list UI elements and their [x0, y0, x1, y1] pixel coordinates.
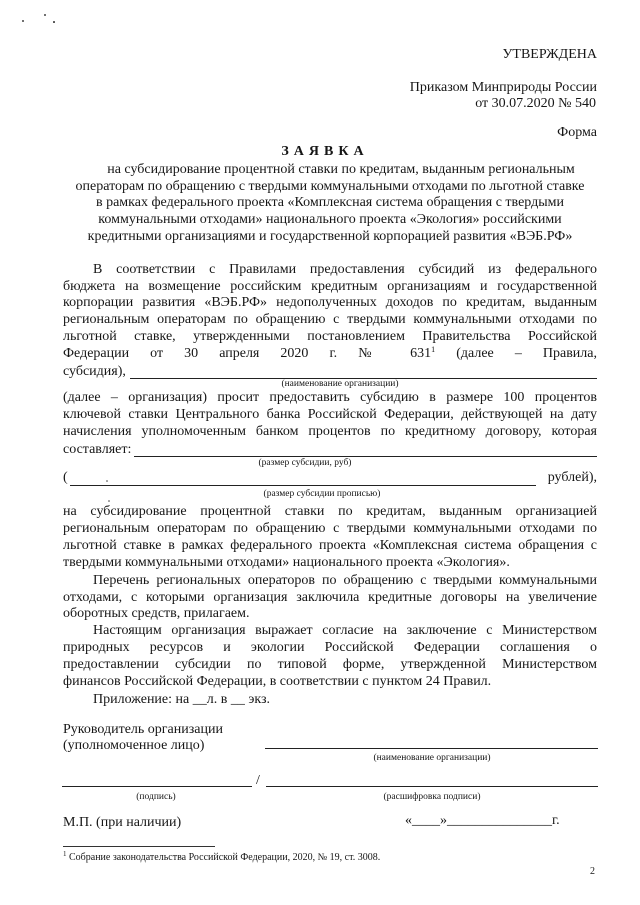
- date-field: «____»_______________г.: [405, 813, 560, 828]
- scan-speck: [53, 21, 55, 23]
- request-line-1: (далее – организация) просит предоставить субсидию в размере 100 процентов: [63, 390, 597, 405]
- amount-field: [134, 456, 597, 457]
- request-line-3: начисления уполномоченным банком процентов по кредитному договору, которая: [63, 424, 597, 439]
- page-number: 2: [590, 866, 595, 877]
- amount-caption: (размер субсидии, руб): [258, 458, 352, 468]
- amount-label: составляет:: [63, 442, 132, 457]
- head-subtitle: (уполномоченное лицо): [63, 738, 205, 753]
- amount-words-open-paren: (: [63, 470, 68, 485]
- signature-caption: (подпись): [136, 792, 176, 802]
- amount-words-caption: (размер субсидии прописью): [263, 489, 381, 499]
- amount-words-suffix: рублей),: [547, 470, 597, 485]
- purpose-line-2: региональным операторам по обращению с твердыми коммунальными отходами по: [63, 521, 597, 536]
- approval-order-date: от 30.07.2020 № 540: [475, 96, 596, 111]
- signature-org-caption: (наименование организации): [373, 753, 491, 763]
- scan-speck: [44, 14, 46, 16]
- signature-separator: /: [256, 773, 260, 788]
- list-line-1: Перечень региональных операторов по обращению с твердыми коммунальными: [93, 573, 597, 588]
- signature-decode-field: [266, 786, 598, 787]
- scan-speck: [106, 480, 108, 482]
- scan-speck: [22, 20, 24, 22]
- decree-line: [63, 345, 597, 362]
- footnote-separator: [63, 846, 215, 847]
- footnote-reference: 1: [431, 345, 436, 354]
- subtitle-line-2: операторам по обращению с твердыми коммунальными отходами по льготной ставке: [75, 179, 585, 194]
- signature-org-field: [265, 748, 598, 749]
- signature-field: [62, 786, 252, 787]
- intro-line-3: корпорации развития «ВЭБ.РФ» недополученных доходов по кредитам, выданным: [63, 295, 597, 310]
- intro-line-4: региональным операторам по обращению с твердыми коммунальными отходами по: [63, 312, 597, 327]
- footnote: [63, 851, 380, 864]
- approval-order: Приказом Минприроды России: [409, 80, 597, 95]
- list-line-2: отходами, с которыми организация заключила кредитные договоры на увеличение: [63, 590, 597, 605]
- stamp-label: М.П. (при наличии): [63, 815, 182, 830]
- scan-speck: [108, 500, 110, 502]
- decree-text-after: (далее – Правила,: [435, 346, 597, 361]
- decree-text: Федерации от 30 апреля 2020 г. № 631: [63, 346, 432, 361]
- consent-line-1: Настоящим организация выражает согласие на заключение с Министерством: [93, 623, 597, 638]
- document-title: ЗАЯВКА: [281, 144, 369, 159]
- subtitle-line-4: коммунальными отходами» национального проекта «Экология» российскими: [98, 212, 562, 227]
- request-line-2: ключевой ставки Центрального банка Российской Федерации, действующей на дату: [63, 407, 597, 422]
- organization-name-caption: (наименование организации): [281, 379, 399, 389]
- amount-words-field: [70, 485, 536, 486]
- purpose-line-3: льготной ставке в рамках федерального проекта «Комплексная система обращения с: [63, 538, 597, 553]
- footnote-mark: 1: [63, 850, 67, 858]
- intro-line-2: бюджета на возмещение российским кредитным организациям и государственной: [63, 279, 597, 294]
- consent-line-2: природных ресурсов и экологии Российской Федерации соглашения о: [63, 640, 597, 655]
- consent-line-3: предоставлении субсидии по типовой форме, утвержденной Министерством: [63, 657, 597, 672]
- subtitle-line-1: на субсидирование процентной ставки по кредитам, выданным региональным: [107, 162, 575, 177]
- footnote-text: Собрание законодательства Российской Федерации, 2020, № 19, ст. 3008.: [69, 852, 381, 863]
- subtitle-line-5: кредитными организациями и государственной корпорацией развития «ВЭБ.РФ»: [87, 229, 573, 244]
- form-label: Форма: [557, 125, 597, 140]
- approval-stamp: УТВЕРЖДЕНА: [502, 47, 597, 62]
- consent-line-4: финансов Российской Федерации, в соответствии с пунктом 24 Правил.: [63, 674, 492, 689]
- attachment-line: Приложение: на __л. в __ экз.: [93, 692, 270, 707]
- signature-decode-caption: (расшифровка подписи): [383, 792, 481, 802]
- subtitle-line-3: в рамках федерального проекта «Комплексная система обращения с твердыми: [95, 195, 564, 210]
- intro-line-5: льготной ставке, утвержденными постановлением Правительства Российской: [63, 329, 597, 344]
- purpose-line-1: на субсидирование процентной ставки по кредитам, выданным организацией: [63, 504, 597, 519]
- subsidy-line: субсидия),: [63, 364, 126, 379]
- head-title: Руководитель организации: [63, 722, 223, 737]
- list-line-3: оборотных средств, прилагаем.: [63, 606, 250, 621]
- purpose-line-4: твердыми коммунальными отходами» национального проекта «Экология».: [63, 555, 510, 570]
- intro-line-1: В соответствии с Правилами предоставления субсидий из федерального: [93, 262, 597, 277]
